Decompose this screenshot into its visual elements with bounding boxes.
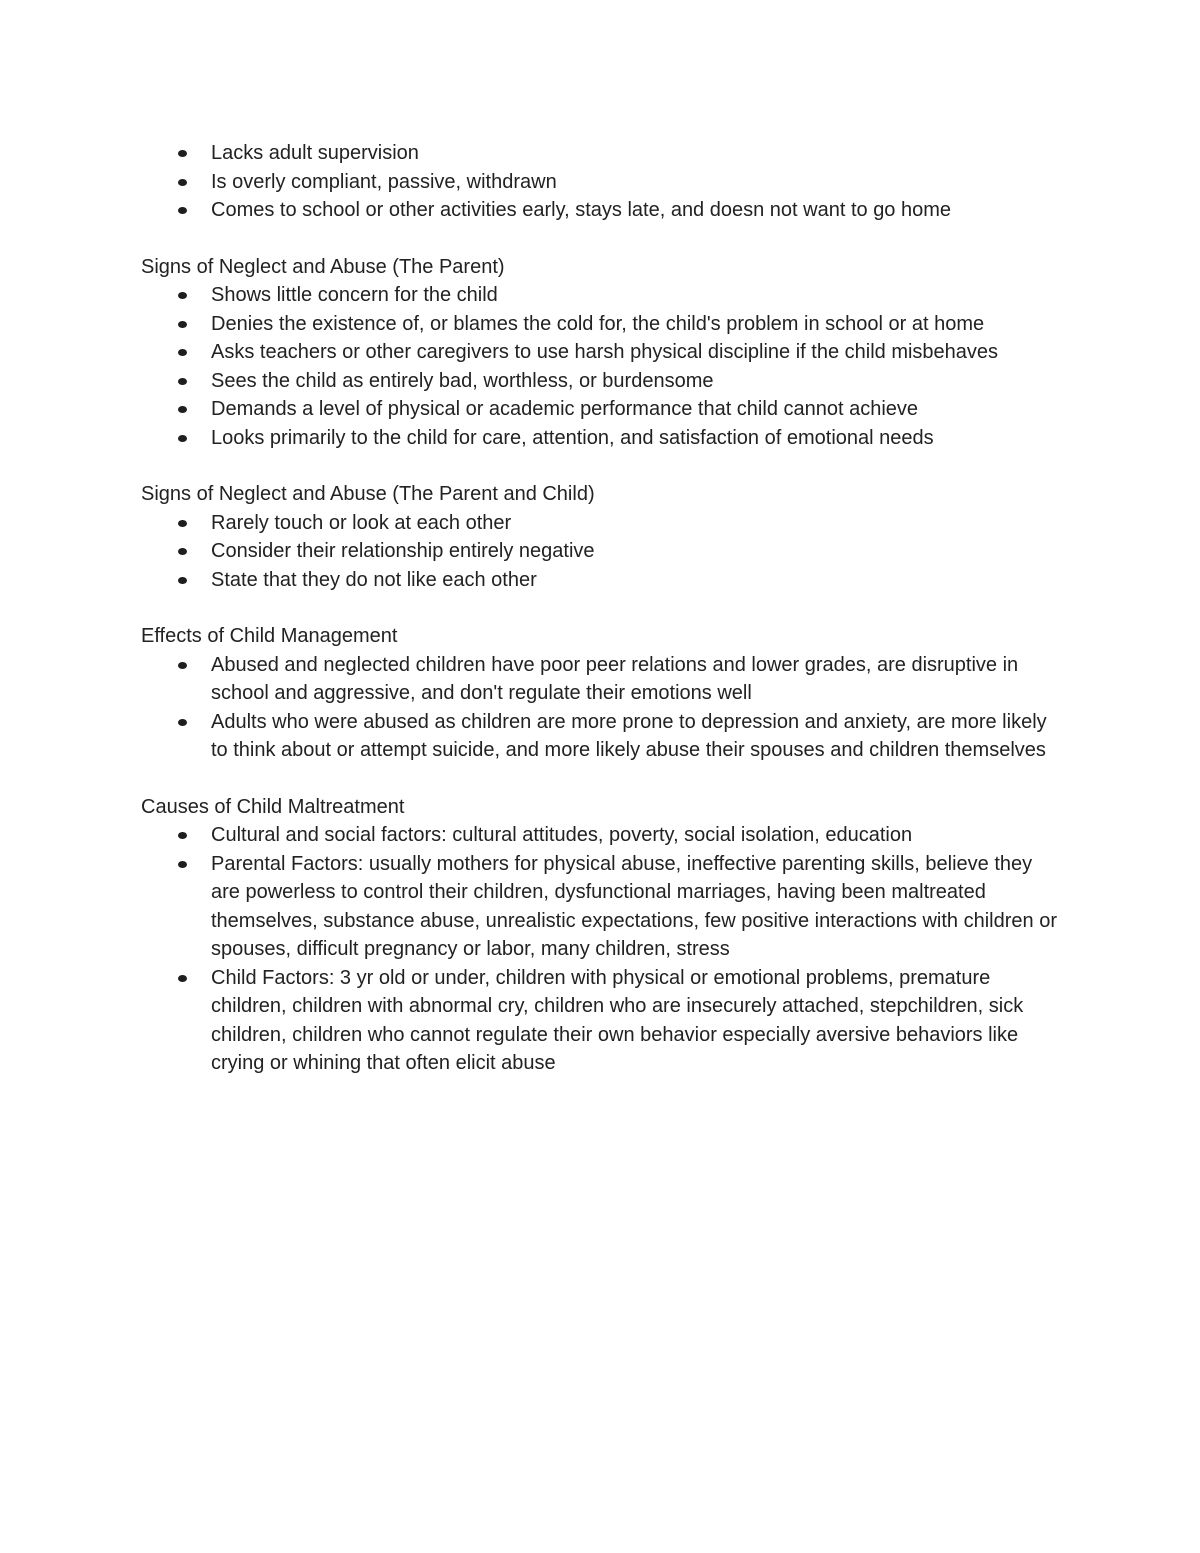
- section-effects: [141, 622, 1071, 765]
- bullet-list: [141, 139, 1071, 225]
- bullet-icon: [178, 406, 187, 413]
- list-item: Consider their relationship entirely negative: [141, 537, 1061, 566]
- list-item: Sees the child as entirely bad, worthless, or burdensome: [141, 367, 1061, 396]
- bullet-icon: [178, 520, 187, 527]
- bullet-icon: [178, 577, 187, 584]
- list-item: Looks primarily to the child for care, attention, and satisfaction of emotional needs: [141, 424, 1061, 453]
- bullet-icon: [178, 662, 187, 669]
- bullet-list: [141, 821, 1071, 1078]
- bullet-icon: [178, 207, 187, 214]
- bullet-icon: [178, 349, 187, 356]
- section-signs-parent: [141, 253, 1071, 453]
- list-item: Shows little concern for the child: [141, 281, 1061, 310]
- list-item: Adults who were abused as children are more prone to depression and anxiety, are more likely to think about or attempt suicide, and more likely abuse their spouses and children themselves: [141, 708, 1061, 765]
- bullet-icon: [178, 719, 187, 726]
- list-item: Cultural and social factors: cultural attitudes, poverty, social isolation, education: [141, 821, 1061, 850]
- bullet-icon: [178, 435, 187, 442]
- bullet-icon: [178, 832, 187, 839]
- list-item: Lacks adult supervision: [141, 139, 1061, 168]
- section-causes: [141, 793, 1071, 1078]
- list-item: State that they do not like each other: [141, 566, 1061, 595]
- list-item: Demands a level of physical or academic performance that child cannot achieve: [141, 395, 1061, 424]
- list-item: Rarely touch or look at each other: [141, 509, 1061, 538]
- list-item: Asks teachers or other caregivers to use harsh physical discipline if the child misbehaves: [141, 338, 1061, 367]
- bullet-icon: [178, 548, 187, 555]
- section-heading: Signs of Neglect and Abuse (The Parent): [141, 255, 505, 278]
- list-item: Parental Factors: usually mothers for physical abuse, ineffective parenting skills, believe they are powerless to control their children, dysfunctional marriages, having been maltreated themselves, substance abuse, unrealistic expectations, few positive interactions with children or spouses, difficult pregnancy or labor, many children, stress: [141, 850, 1061, 964]
- list-item: Child Factors: 3 yr old or under, children with physical or emotional problems, premature children, children with abnormal cry, children who are insecurely attached, stepchildren, sick children, children who cannot regulate their own behavior especially aversive behaviors like crying or whining that often elicit abuse: [141, 964, 1061, 1078]
- list-item: Comes to school or other activities early, stays late, and doesn not want to go home: [141, 196, 1061, 225]
- bullet-icon: [178, 861, 187, 868]
- section-heading: Effects of Child Management: [141, 625, 398, 647]
- bullet-icon: [178, 975, 187, 982]
- list-item: Is overly compliant, passive, withdrawn: [141, 168, 1061, 197]
- bullet-list: [141, 281, 1071, 452]
- section-signs-parent-and-child: [141, 480, 1071, 594]
- section-child-signs-continued: [141, 139, 1071, 225]
- bullet-icon: [178, 292, 187, 299]
- bullet-list: [141, 509, 1071, 595]
- bullet-list: [141, 651, 1071, 765]
- list-item: Abused and neglected children have poor peer relations and lower grades, are disruptive in school and aggressive, and don't regulate their emotions well: [141, 651, 1061, 708]
- bullet-icon: [178, 179, 187, 186]
- bullet-icon: [178, 378, 187, 385]
- bullet-icon: [178, 150, 187, 157]
- list-item: Denies the existence of, or blames the cold for, the child's problem in school or at home: [141, 310, 1061, 339]
- section-heading: Signs of Neglect and Abuse (The Parent and Child): [141, 483, 595, 505]
- section-heading: Causes of Child Maltreatment: [141, 795, 405, 818]
- bullet-icon: [178, 321, 187, 328]
- document-page: [141, 139, 1071, 1106]
